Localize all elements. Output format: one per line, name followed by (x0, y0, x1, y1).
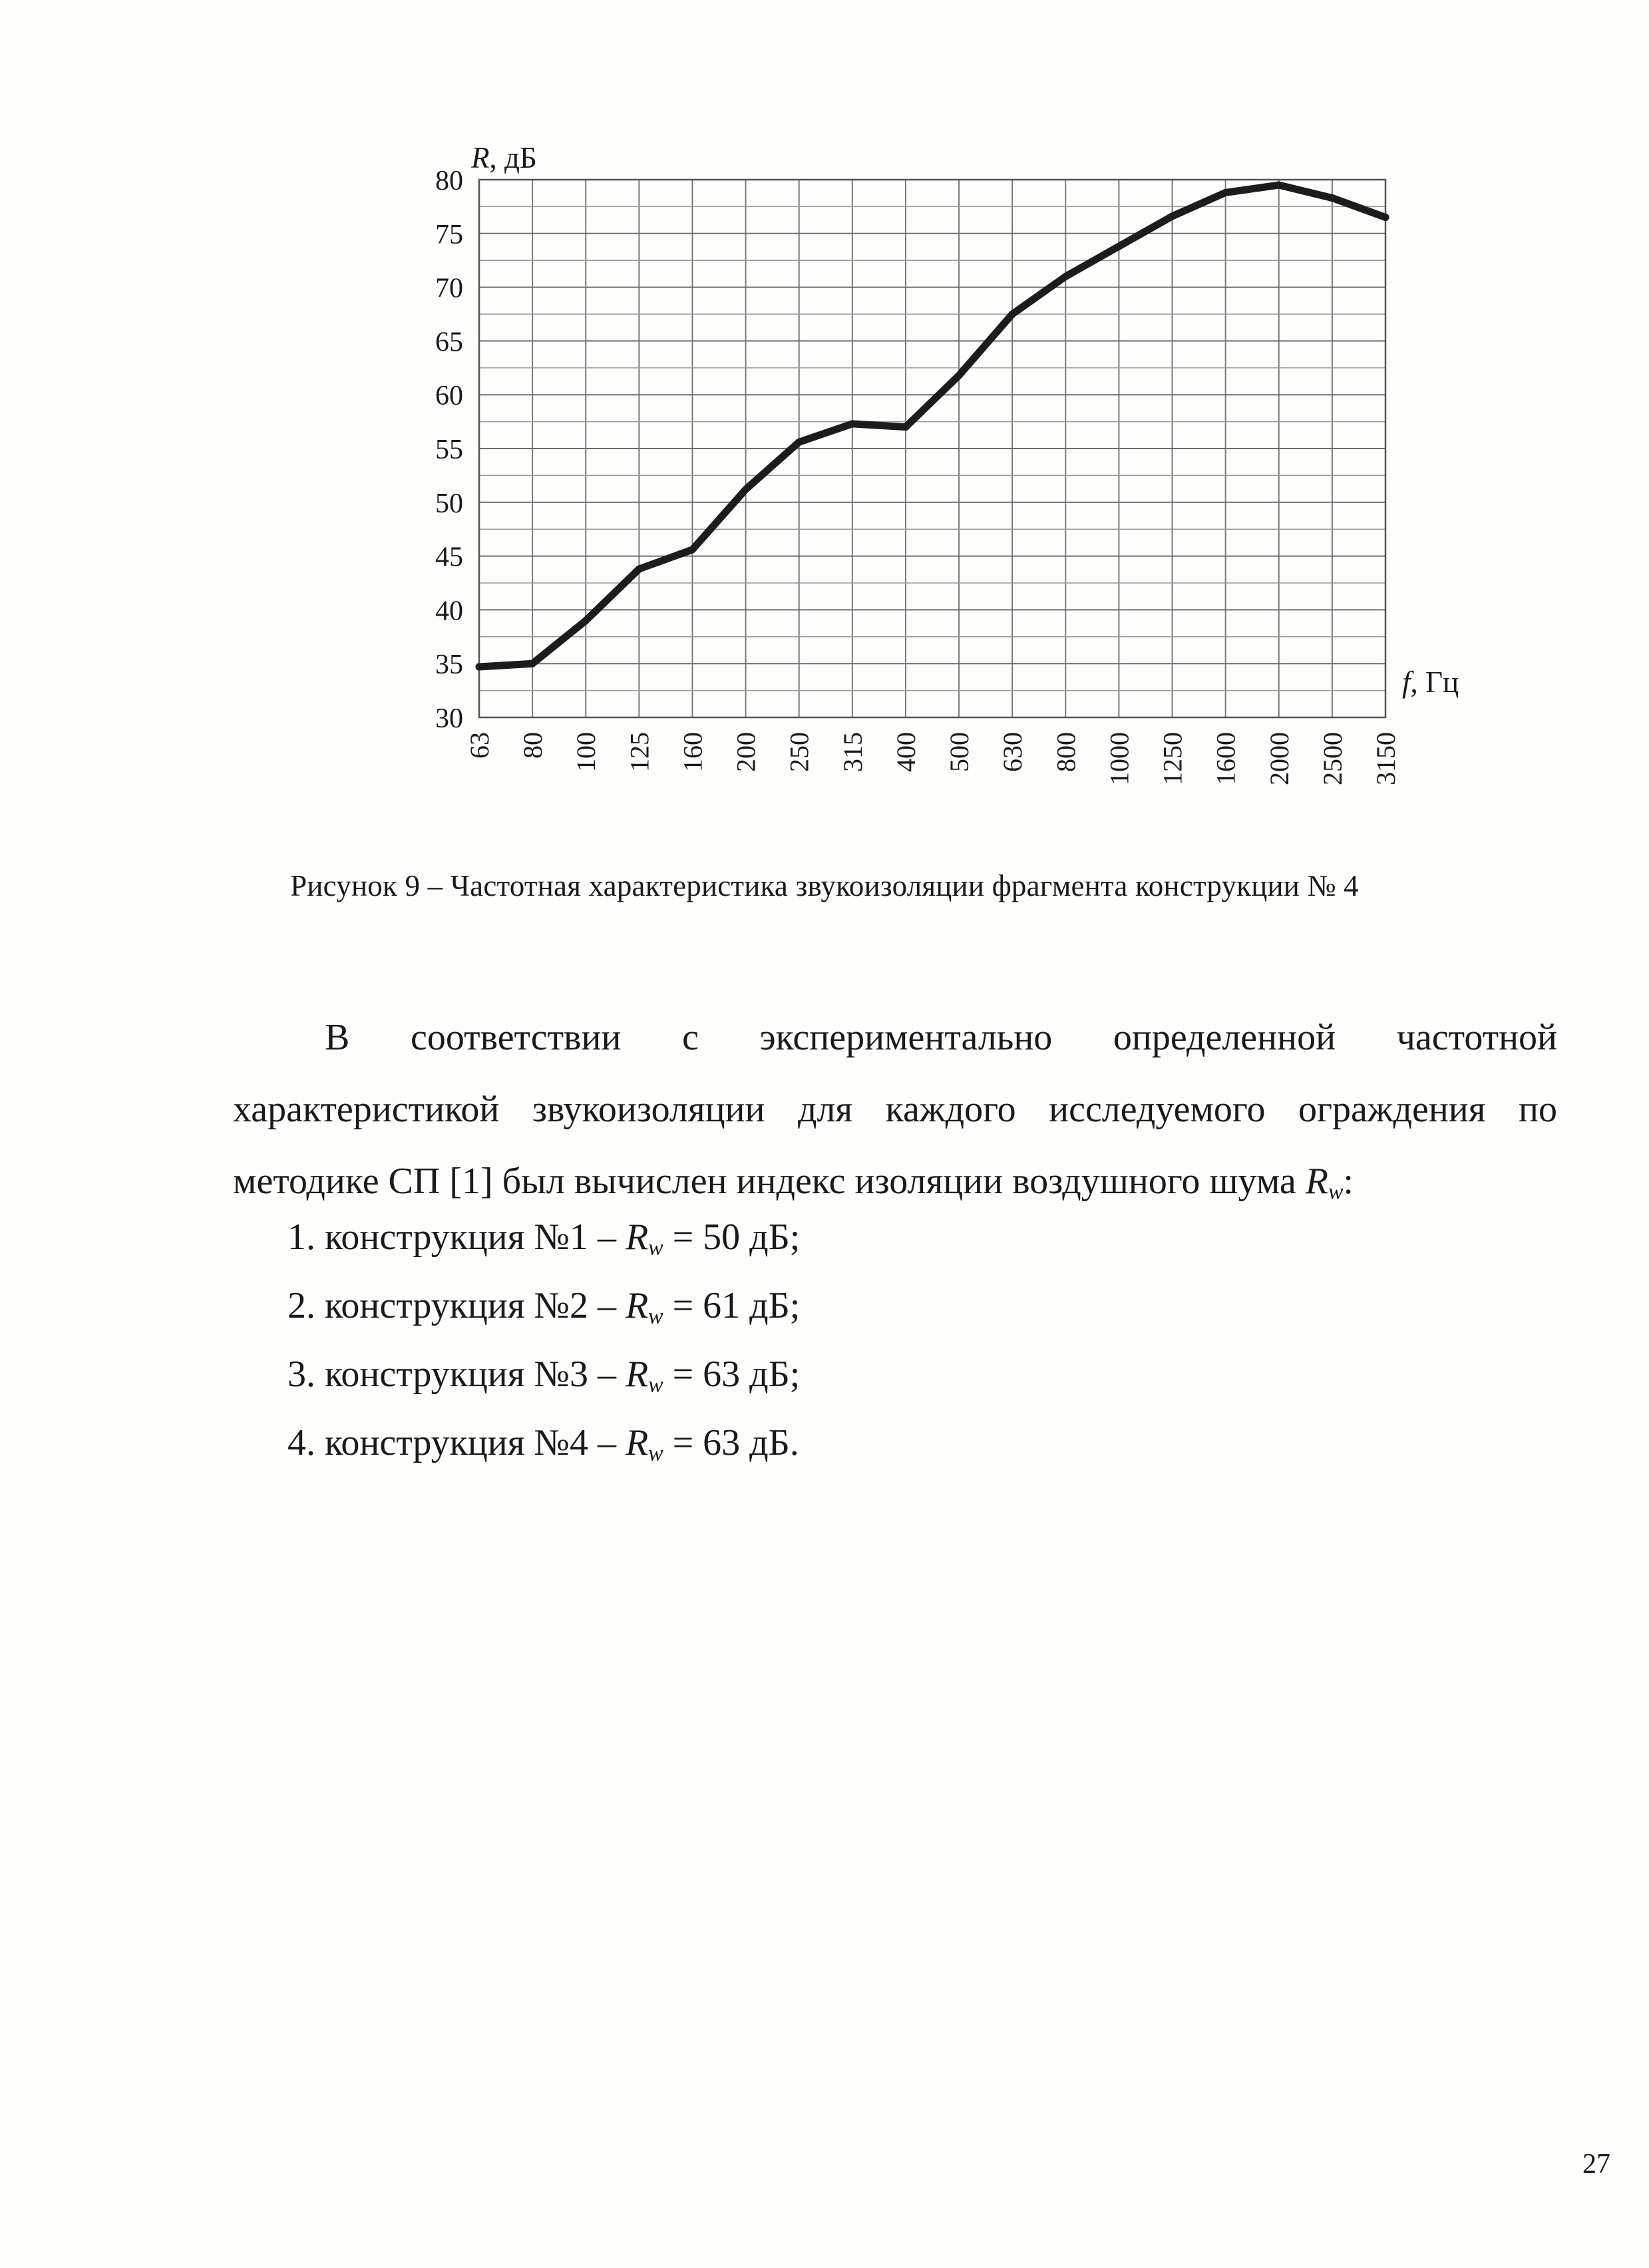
x-tick-label: 100 (571, 732, 602, 772)
x-tick-label: 1000 (1104, 732, 1135, 785)
x-tick-label: 315 (837, 732, 868, 772)
data-series-line (479, 185, 1385, 667)
y-tick-label: 45 (435, 542, 463, 573)
x-tick-label: 630 (998, 732, 1028, 772)
x-tick-label: 2000 (1264, 732, 1294, 785)
rw-subscript: w (648, 1304, 663, 1329)
list-item-value: = 50 дБ; (663, 1217, 801, 1258)
x-tick-label: 1250 (1157, 732, 1188, 785)
data-point (795, 439, 803, 446)
rw-subscript: w (648, 1441, 663, 1466)
paragraph-text: В соответствии с экспериментально определенной частотной характеристикой звукоизоляции для каждого исследуемого ограждения по методике СП [1] был вычислен индекс изоляции воздушного шума (233, 1017, 1557, 1202)
list-item-prefix: 2. конструкция №2 – (287, 1285, 626, 1326)
y-tick-label: 70 (435, 273, 463, 304)
frequency-response-chart (0, 0, 1649, 832)
x-tick-label: 800 (1051, 732, 1081, 772)
x-tick-label: 2500 (1317, 732, 1348, 785)
x-axis-label: f, Гц (1402, 665, 1459, 699)
body-paragraph (233, 1002, 1557, 1228)
list-item-prefix: 3. конструкция №3 – (287, 1354, 626, 1395)
figure-caption: Рисунок 9 – Частотная характеристика звукоизоляции фрагмента конструкции № 4 (290, 869, 1359, 902)
x-tick-label: 63 (464, 732, 494, 759)
x-tick-label: 3150 (1371, 732, 1401, 785)
x-tick-label: 200 (731, 732, 761, 772)
rw-subscript: w (648, 1372, 663, 1398)
x-tick-label: 80 (518, 732, 548, 759)
y-tick-label: 40 (435, 596, 463, 627)
rw-symbol: R (625, 1285, 649, 1326)
rw-subscript: w (1328, 1179, 1344, 1205)
data-point (529, 660, 536, 667)
x-tick-label: 400 (890, 732, 921, 772)
x-tick-label: 1600 (1210, 732, 1241, 785)
data-point (689, 546, 696, 553)
list-item-prefix: 4. конструкция №4 – (287, 1422, 626, 1463)
rw-symbol: R (625, 1422, 649, 1463)
data-point (742, 486, 749, 493)
list-item-value: = 61 дБ; (663, 1285, 801, 1326)
paragraph-end: : (1343, 1161, 1354, 1202)
y-tick-label: 65 (435, 327, 463, 358)
list-item-prefix: 1. конструкция №1 – (287, 1217, 626, 1258)
y-tick-label: 75 (435, 219, 463, 250)
page-number: 27 (1582, 2149, 1610, 2179)
data-point (582, 617, 590, 624)
y-tick-label: 60 (435, 381, 463, 412)
y-tick-label: 35 (435, 650, 463, 681)
data-point (1115, 243, 1123, 250)
data-point (1009, 311, 1016, 318)
data-point (1382, 214, 1389, 221)
list-item (287, 1203, 800, 1272)
list-item-value: = 63 дБ. (663, 1422, 799, 1463)
results-list (287, 1203, 800, 1477)
data-point (1169, 212, 1176, 220)
data-point (476, 663, 483, 671)
list-item (287, 1340, 800, 1409)
data-point (1222, 189, 1229, 196)
data-point (1328, 194, 1336, 202)
data-point (848, 420, 856, 427)
x-tick-label: 125 (624, 732, 655, 772)
y-tick-label: 30 (435, 703, 463, 734)
rw-symbol: R (1305, 1161, 1328, 1202)
x-tick-label: 160 (677, 732, 708, 772)
y-axis-label: R, дБ (471, 141, 537, 174)
list-item (287, 1409, 800, 1477)
x-tick-label: 250 (784, 732, 815, 772)
data-point (956, 372, 963, 379)
y-tick-label: 80 (435, 166, 463, 196)
rw-symbol: R (625, 1354, 649, 1395)
list-item-value: = 63 дБ; (663, 1354, 801, 1395)
data-point (902, 423, 909, 431)
rw-subscript: w (648, 1235, 663, 1260)
y-tick-label: 50 (435, 488, 463, 519)
data-point (1062, 273, 1069, 280)
x-tick-label: 500 (944, 732, 975, 772)
data-point (1275, 182, 1282, 189)
data-point (636, 565, 643, 572)
rw-symbol: R (625, 1217, 649, 1258)
list-item (287, 1272, 800, 1340)
y-tick-label: 55 (435, 435, 463, 465)
